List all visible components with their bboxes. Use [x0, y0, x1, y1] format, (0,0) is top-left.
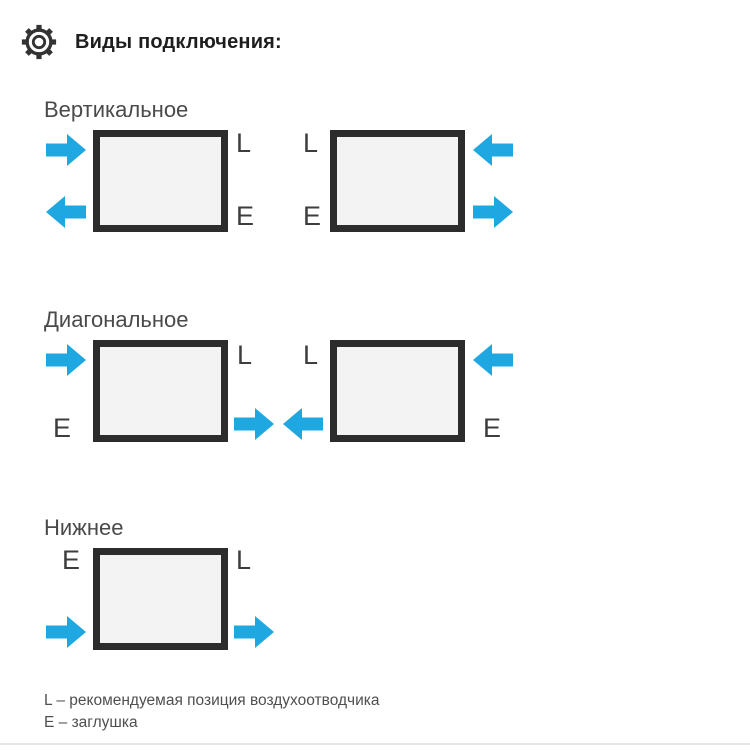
radiator-box — [330, 130, 465, 232]
port-label-air-vent: L — [237, 340, 253, 370]
radiator-box — [93, 130, 228, 232]
port-label-plug: E — [62, 545, 81, 575]
page-title: Виды подключения: — [75, 31, 282, 53]
bottom-divider — [0, 743, 750, 745]
section-title-bottom: Нижнее — [44, 515, 124, 540]
radiator-box — [93, 548, 228, 650]
flow-in-arrow-icon — [46, 344, 86, 376]
port-label-air-vent: L — [303, 128, 319, 158]
port-label-plug: E — [303, 201, 322, 231]
gear-icon — [20, 23, 58, 61]
port-label-air-vent: L — [236, 128, 252, 158]
section-title-diagonal: Диагональное — [44, 307, 189, 332]
port-label-plug: E — [53, 413, 72, 443]
flow-out-arrow-icon — [283, 408, 323, 440]
flow-in-arrow-icon — [46, 616, 86, 648]
section-title-vertical: Вертикальное — [44, 97, 189, 122]
legend-line-air-vent: L – рекомендуемая позиция воздухоотводчика — [44, 692, 380, 709]
port-label-plug: E — [236, 201, 255, 231]
flow-out-arrow-icon — [473, 196, 513, 228]
flow-out-arrow-icon — [234, 408, 274, 440]
flow-out-arrow-icon — [46, 196, 86, 228]
flow-in-arrow-icon — [473, 134, 513, 166]
port-label-plug: E — [483, 413, 502, 443]
radiator-box — [93, 340, 228, 442]
legend-line-plug: E – заглушка — [44, 714, 138, 731]
port-label-air-vent: L — [303, 340, 319, 370]
legend — [44, 690, 380, 734]
flow-in-arrow-icon — [473, 344, 513, 376]
flow-in-arrow-icon — [46, 134, 86, 166]
radiator-box — [330, 340, 465, 442]
port-label-air-vent: L — [236, 545, 252, 575]
flow-out-arrow-icon — [234, 616, 274, 648]
